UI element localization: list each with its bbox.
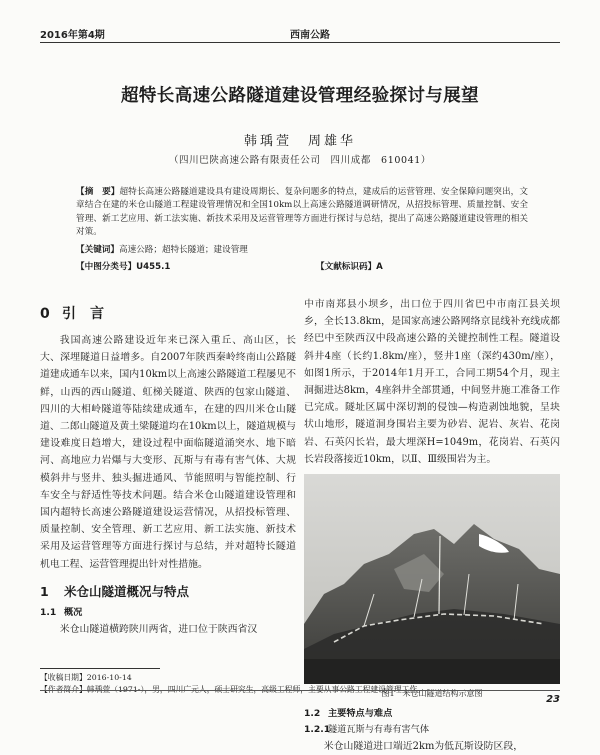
overview-paragraph-start: 米仓山隧道横跨陕川两省，进口位于陕西省汉 xyxy=(59,623,258,635)
keywords xyxy=(76,244,528,257)
page-number: 23 xyxy=(546,694,560,705)
footnote-rule xyxy=(40,668,160,669)
keywords-text: 高速公路；超特长隧道；建设管理 xyxy=(118,245,248,255)
clc-label: 【中图分类号】 xyxy=(76,262,137,272)
subsection-title: 概况 xyxy=(64,606,83,618)
subsection-number: 1.1 xyxy=(40,606,57,618)
footnote-author-bio: 【作者简介】韩瑀萱（1971-），男，四川广元人，硕士研究生，高级工程师，主要从事公路工程建设管理工作。 xyxy=(40,684,426,694)
figure-1-caption: 图1 米仓山隧道结构示意图 xyxy=(381,689,483,699)
left-column xyxy=(40,296,296,638)
paper-title: 超特长高速公路隧道建设管理经验探讨与展望 xyxy=(121,86,479,106)
abstract-text: 超特长高速公路隧道建设具有建设周期长、复杂问题多的特点，建成后的运营管理、安全保障问题突出，文章结合在建的米仓山隧道工程建设管理情况和全国10km以上高速公路隧道调研情况，从招投标管理、质量控制、安全管理、新工艺应用、新工法实施、新技术采用及运营管理等方面进行探讨与总结，提出了高速公路隧道建设管理的相关对策。 xyxy=(76,187,528,238)
abstract-label: 【摘 要】 xyxy=(76,187,120,197)
subsection-heading-overview xyxy=(40,605,296,621)
classification-line xyxy=(76,261,528,274)
overview-paragraph-continued: 中市南郑县小坝乡，出口位于四川省巴中市南江县关坝乡，全长13.8km，是国家高速公路网络京昆线补充线成都经巴中至陕西汉中段高速公路的关键控制性工程。隧道设斜井4座（长约1.8km/座），竖井1座（深约430m/座），如图1所示，于2014年1月开工，合同工期54个月，现主洞掘进达8km，4座斜井全部贯通，中间竖井施工准备工作已完成。隧址区属中深切割的侵蚀—构造剥蚀地貌，呈块状山地形，隧道洞身围岩主要为砂岩、泥岩、灰岩、花岗岩、石英闪长岩，最大埋深H=1049m，花岗岩、石英闪长岩段落接近10km，以Ⅱ、Ⅲ级围岩为主。 xyxy=(304,299,560,465)
authors: 韩瑀萱 周雄华 xyxy=(243,134,356,149)
doc-code-value: A xyxy=(376,262,383,272)
section-title: 米仓山隧道概况与特点 xyxy=(64,583,190,599)
section-title: 引 言 xyxy=(62,306,104,322)
subsubsection-number: 1.2.1 xyxy=(304,724,331,736)
clc-value: U455.1 xyxy=(136,262,171,272)
running-head xyxy=(40,26,560,40)
doc-code-label: 【文献标识码】 xyxy=(316,262,377,272)
abstract xyxy=(76,186,528,240)
subsection-heading-features xyxy=(304,706,560,722)
footer-rule xyxy=(40,690,560,691)
header-rule xyxy=(40,42,560,43)
journal-name: 西南公路 xyxy=(290,30,330,41)
gas-paragraph: 米仓山隧道进口端近2km为低瓦斯设防区段， xyxy=(323,741,524,753)
section-heading-overview xyxy=(40,583,296,601)
affiliation: （四川巴陕高速公路有限责任公司 四川成都 610041） xyxy=(168,155,432,166)
figure-1-tunnel-photo xyxy=(304,474,560,684)
tunnel-structure-image xyxy=(304,474,560,684)
footnotes xyxy=(40,672,560,695)
section-heading-intro xyxy=(40,304,296,324)
issue-label: 2016年第4期 xyxy=(40,30,105,41)
keywords-label: 【关键词】 xyxy=(76,245,119,255)
subsection-number: 1.2 xyxy=(304,708,321,720)
subsubsection-heading-gas xyxy=(304,722,560,738)
subsection-title: 主要特点与难点 xyxy=(328,708,393,720)
section-number: 1 xyxy=(40,583,49,599)
intro-paragraph: 我国高速公路建设近年来已深入重丘、高山区，长大、深埋隧道日益增多。自2007年陕西秦岭终南山公路隧道建成通车以来，国内10km以上高速公路隧道工程屡见不鲜，山西的西山隧道、虹梯关隧道、陕西的包家山隧道、四川的大相岭隧道等陆续建成通车，在建的四川米仓山隧道、二郎山隧道及黄土梁隧道均在10km以上，隧道规模与建设难度日趋增大，建设过程中面临隧道涌突水、地下暗河、高地应力岩爆与大变形、瓦斯与有毒有害气体、大规模斜井与竖井、独头掘进通风、节能照明与智能控制、行车安全与舒适性等技术问题。结合米仓山隧道建设管理和国内超特长高速公路隧道建设运营情况，从招投标管理、质量控制、安全管理、新工艺应用、新工法实施、新技术采用及运营管理等方面进行探讨与总结，并对超特长隧道机电工程、运营管理提出针对性措施。 xyxy=(40,335,296,570)
footnote-received-date: 【收稿日期】2016-10-14 xyxy=(40,673,132,682)
section-number: 0 xyxy=(40,306,50,322)
subsubsection-title: 隧道瓦斯与有毒有害气体 xyxy=(328,724,430,736)
